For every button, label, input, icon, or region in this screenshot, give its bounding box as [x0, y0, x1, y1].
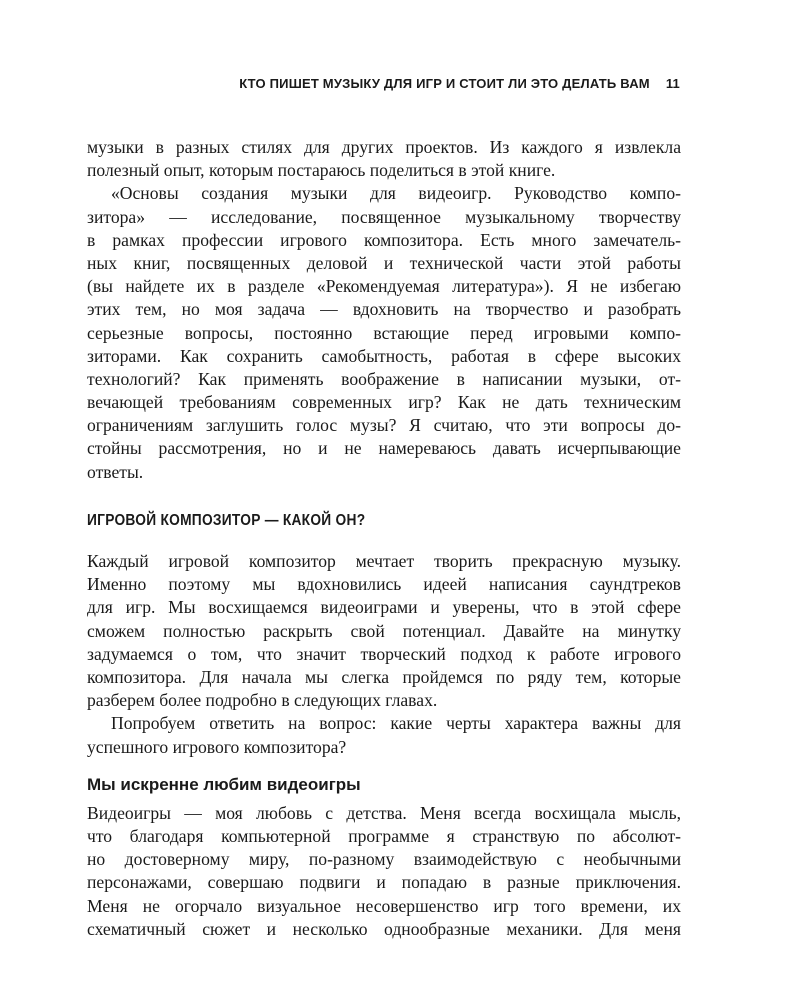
text-line: Каждый игровой композитор мечтает творить прекрасную музыку.: [87, 551, 681, 572]
text-line: стойны рассмотрения, но и не намереваюсь давать исчерпывающие: [87, 438, 681, 459]
running-head-title: КТО ПИШЕТ МУЗЫКУ ДЛЯ ИГР И СТОИТ ЛИ ЭТО ДЕЛАТЬ ВАМ: [239, 76, 650, 91]
text-line: зитора» — исследование, посвященное музыкальному творчеству: [87, 206, 681, 227]
text-line: Меня не огорчало визуальное несовершенство игр того времени, их: [87, 895, 681, 916]
section-heading: ИГРОВОЙ КОМПОЗИТОР — КАКОЙ ОН?: [87, 511, 366, 529]
text-line: полезный опыт, которым постараюсь поделиться в этой книге.: [87, 160, 556, 181]
text-line: Попробуем ответить на вопрос: какие черты характера важны для: [111, 713, 681, 734]
text-line: вечающей требованиям современных игр? Как не дать техническим: [87, 392, 681, 413]
text-line: Видеоигры — моя любовь с детства. Меня всегда восхищала мысль,: [87, 802, 681, 823]
page-body: [87, 136, 681, 941]
paragraph-5: [87, 802, 681, 941]
page-number: 11: [665, 76, 680, 91]
text-line: технологий? Как применять воображение в написании музыки, от-: [87, 368, 681, 389]
text-line: но достоверному миру, по-разному взаимодействую с необычными: [87, 849, 681, 870]
text-line: сможем полностью раскрыть свой потенциал. Давайте на минутку: [87, 620, 681, 641]
paragraph-1: [87, 136, 681, 182]
text-line: схематичный сюжет и несколько однообразные механики. Для меня: [87, 918, 681, 939]
text-line: в рамках профессии игрового композитора. Есть много замечатель-: [87, 229, 681, 250]
text-line: ных книг, посвященных деловой и технической части этой работы: [87, 252, 681, 273]
text-line: Именно поэтому мы вдохновились идеей написания саундтреков: [87, 574, 681, 595]
text-line: что благодаря компьютерной программе я странствую по абсолют-: [87, 826, 681, 847]
text-line: композитора. Для начала мы слегка пройдемся по ряду тем, которые: [87, 666, 681, 687]
running-head: [180, 76, 680, 91]
text-line: этих тем, но моя задача — вдохновить на творчество и разобрать: [87, 299, 681, 320]
text-line: задумаемся о том, что значит творческий подход к работе игрового: [87, 643, 681, 664]
paragraph-2: [87, 182, 681, 483]
text-line: «Основы создания музыки для видеоигр. Руководство компо-: [111, 183, 681, 204]
paragraph-4: [87, 712, 681, 758]
text-line: для игр. Мы восхищаемся видеоиграми и уверены, что в этой сфере: [87, 597, 681, 618]
text-line: зиторами. Как сохранить самобытность, работая в сфере высоких: [87, 345, 681, 366]
paragraph-3: [87, 550, 681, 712]
subheading: Мы искренне любим видеоигры: [87, 774, 361, 794]
text-line: ограничениям заглушить голос музы? Я считаю, что эти вопросы до-: [87, 415, 681, 436]
text-line: серьезные вопросы, постоянно встающие перед игровыми компо-: [87, 322, 681, 343]
text-line: успешного игрового композитора?: [87, 736, 347, 757]
text-line: персонажами, совершаю подвиги и попадаю в разные приключения.: [87, 872, 681, 893]
text-line: разберем более подробно в следующих главах.: [87, 690, 438, 711]
text-line: (вы найдете их в разделе «Рекомендуемая литература»). Я не избегаю: [87, 276, 681, 297]
text-line: ответы.: [87, 461, 144, 482]
text-line: музыки в разных стилях для других проектов. Из каждого я извлекла: [87, 137, 681, 157]
